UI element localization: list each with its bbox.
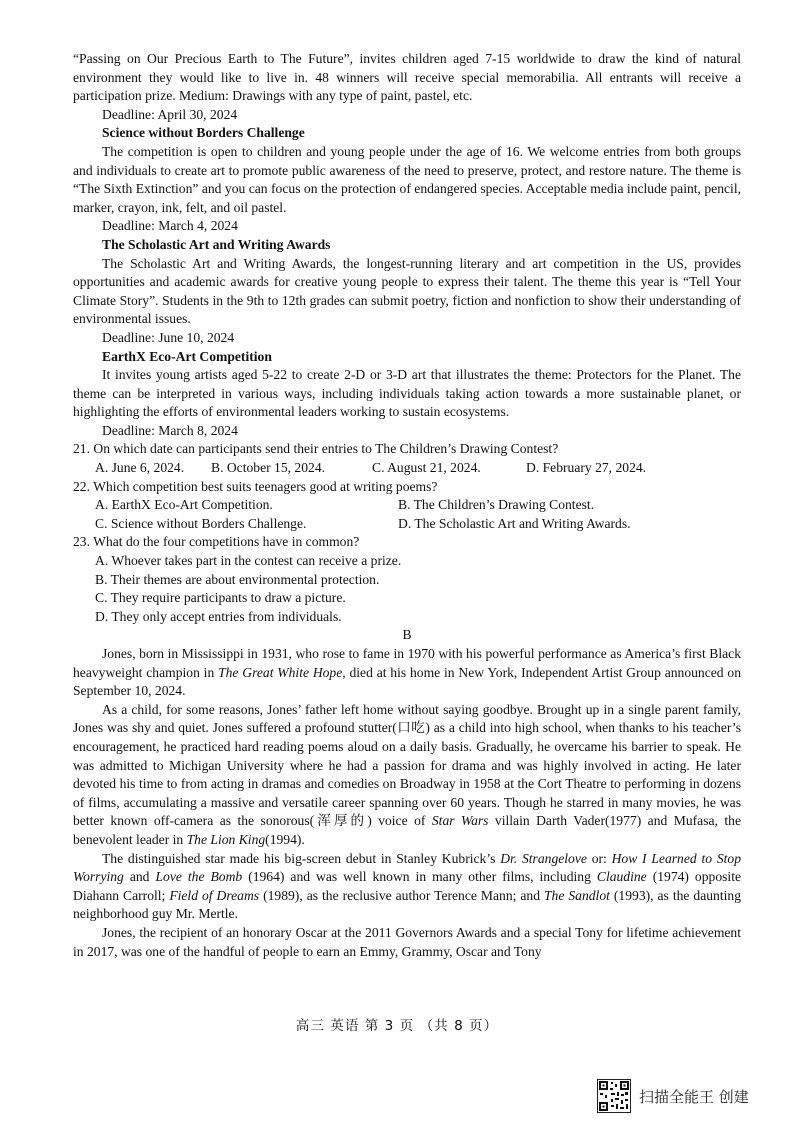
option: B. October 15, 2024. — [211, 460, 326, 476]
competition-body: It invites young artists aged 5-22 to create 2-D or 3-D art that illustrates the theme: Protectors for the Planet. The theme can be interpreted in various ways, including individuals taking action towards a more sustainable planet, or highlighting the efforts of environmental leaders working to sustain ecosystems. — [73, 367, 741, 420]
title-italic: The Sandlot — [544, 887, 610, 903]
text: villain Darth Vader(1977) and Mufasa, the benevolent leader in — [73, 813, 741, 847]
competition-title: Science without Borders Challenge — [102, 125, 305, 141]
article-paragraph — [73, 645, 741, 701]
competition-deadline: Deadline: March 4, 2024 — [102, 218, 238, 234]
option: A. EarthX Eco-Art Competition. — [95, 497, 273, 513]
competition-deadline: Deadline: June 10, 2024 — [102, 329, 235, 345]
title-italic: How I Learned to Stop Worrying — [73, 850, 741, 885]
competition-deadline: Deadline: March 8, 2024 — [102, 422, 238, 438]
text: (1989), as the reclusive author Terence Mann; and — [259, 887, 544, 903]
competition-body: The competition is open to children and young people under the age of 16. We welcome entries from both groups and individuals to create art to promote public awareness of the need to preserve, protect, and restore nature. The theme is “The Sixth Extinction” and you can focus on the protection of endangered species. Acceptable media include paint, pencil, marker, crayon, ink, felt, and oil pastel. — [73, 143, 741, 215]
question-stem: 22. Which competition best suits teenagers good at writing poems? — [73, 478, 438, 494]
option: C. August 21, 2024. — [372, 460, 481, 476]
text: As a child, for some reasons, Jones’ father left home without saying goodbye. Brought up in a single parent family, Jones was shy and quiet. Jones suffered a profound stutter(口吃) as a child into high school, when thanks to his teacher’s encouragement, he practiced hard reading poems aloud on a daily basis. Gradually, he overcame his barrier to speak. He was admitted to Michigan University where he had a passion for drama and was highly involved in acting. He later devoted his time to from acting in dramas and comedies on Broadway in 1958 at the Cort Theatre to performing in dozens of films, accumulating a massive and versatile career spanning over 60 years. Though he starred in many movies, he was better known off-camera as the sonorous(浑厚的) voice of — [73, 701, 741, 829]
text: , died at his home in New York, Independent Artist Group announced on September 10, 2024. — [73, 664, 741, 699]
title-italic: Dr. Strangelove — [500, 850, 587, 866]
article-paragraph — [73, 850, 741, 924]
question-options — [73, 515, 741, 534]
article-paragraph: Jones, the recipient of an honorary Oscar at the 2011 Governors Awards and a special Tony for lifetime achievement in 2017, was one of the handful of people to earn an Emmy, Grammy, Oscar and Tony — [73, 924, 741, 959]
text: The distinguished star made his big-screen debut in Stanley Kubrick’s — [102, 850, 501, 866]
option: A. Whoever takes part in the contest can receive a prize. — [95, 553, 402, 569]
text: (1994). — [265, 831, 305, 847]
title-italic: The Lion King — [186, 831, 266, 847]
question-stem: 23. What do the four competitions have in common? — [73, 534, 360, 550]
text: (1993), as the daunting neighborhood guy Mr. Mertle. — [73, 887, 741, 922]
section-label: B — [402, 627, 412, 643]
competition-title: EarthX Eco-Art Competition — [102, 348, 272, 364]
title-italic: Claudine — [596, 869, 647, 885]
text: (1964) and was well known in many other films, including — [242, 869, 597, 885]
option: D. They only accept entries from individuals. — [95, 608, 342, 624]
option: C. Science without Borders Challenge. — [95, 515, 307, 531]
title-italic: Field of Dreams — [169, 887, 260, 903]
article-paragraph — [73, 701, 741, 850]
question-options — [73, 496, 741, 515]
question-options — [73, 459, 741, 478]
intro-paragraph: “Passing on Our Precious Earth to The Future”, invites children aged 7-15 worldwide to draw the kind of natural environment they would like to live in. 48 winners will receive special memorabilia. All entrants will receive a participation prize. Medium: Drawings with any type of paint, pastel, etc. — [73, 51, 741, 104]
exam-content — [73, 50, 741, 961]
title-italic: The Great White Hope — [218, 664, 343, 680]
option: B. Their themes are about environmental protection. — [95, 571, 380, 587]
text: and — [123, 869, 156, 885]
page-footer: 高三 英语 第 3 页 （共 8 页） — [295, 1018, 499, 1034]
intro-deadline: Deadline: April 30, 2024 — [102, 106, 238, 122]
competition-body: The Scholastic Art and Writing Awards, the longest-running literary and art competition in the US, provides opportunities and academic awards for creative young people to express their talent. The theme this year is “Tell Your Climate Story”. Students in the 9th to 12th grades can submit poetry, fiction and nonfiction to show their understanding of environmental issues. — [73, 255, 741, 327]
option: D. February 27, 2024. — [526, 460, 647, 476]
scanner-brand-text: 扫描全能王 创建 — [639, 1087, 749, 1106]
text: or: — [586, 850, 612, 866]
text: (1974) opposite Diahann Carroll; — [73, 869, 741, 903]
scanner-watermark — [597, 1079, 749, 1113]
text: Jones, born in Mississippi in 1931, who rose to fame in 1970 with his powerful performance as America’s first Black heavyweight champion in — [73, 646, 741, 680]
option: A. June 6, 2024. — [95, 460, 185, 476]
title-italic: Love the Bomb — [155, 869, 243, 885]
question-stem: 21. On which date can participants send their entries to The Children’s Drawing Contest? — [73, 441, 559, 457]
title-italic: Star Wars — [431, 813, 489, 829]
option: B. The Children’s Drawing Contest. — [398, 497, 595, 513]
qr-code-icon — [597, 1079, 631, 1113]
competition-title: The Scholastic Art and Writing Awards — [102, 236, 331, 252]
option: D. The Scholastic Art and Writing Awards. — [398, 515, 631, 531]
option: C. They require participants to draw a picture. — [95, 590, 346, 606]
